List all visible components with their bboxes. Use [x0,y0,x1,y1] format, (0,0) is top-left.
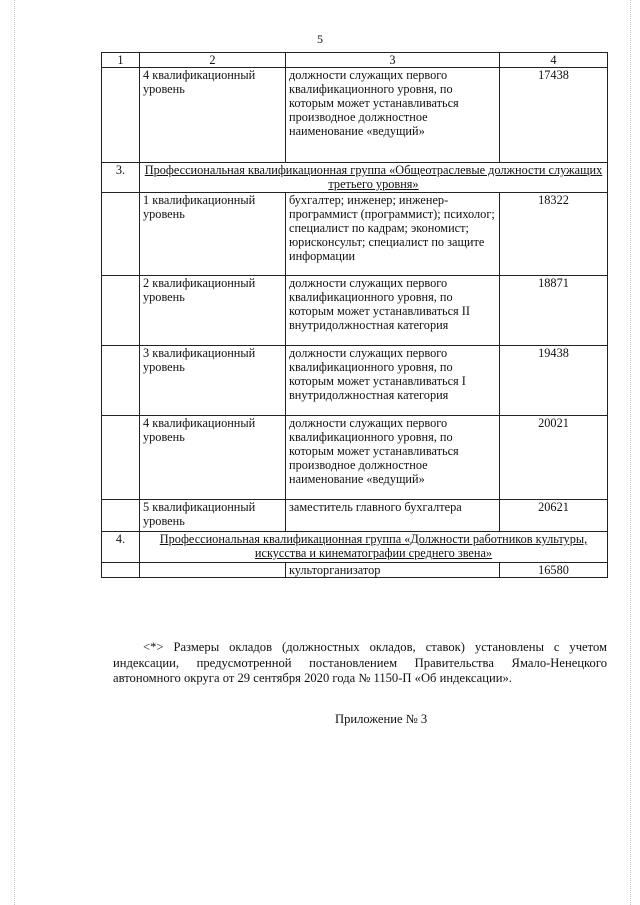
position-list: должности служащих первого квалификационного уровня, по которым может устанавливаться производное должностное наименование «ведущий» [286,416,500,500]
scan-edge-right [630,0,631,905]
group-number: 4. [102,532,140,563]
row-number [102,346,140,416]
row-number [102,276,140,346]
footnote-annotation: <*> Размеры окладов (должностных окладов, ставок) установлены с учетом индексации, предусмотренной постановлением Правительства Ямало-Ненецкого автономного округа от 29 сентября 2020 года № 1150-П «Об индексации». [113,640,607,685]
table-row [102,346,608,416]
table-row [102,563,608,578]
position-list: должности служащих первого квалификационного уровня, по которым может устанавливаться I внутридолжностная категория [286,346,500,416]
salary-amount: 18322 [500,193,608,276]
salary-table-body [102,53,608,578]
salary-amount: 18871 [500,276,608,346]
group-title: Профессиональная квалификационная группа «Должности работников культуры, искусства и кинематографии среднего звена» [140,532,608,563]
group-number: 3. [102,163,140,193]
position-list: культорганизатор [286,563,500,578]
table-row [102,500,608,532]
qualification-level: 4 квалификационный уровень [140,68,286,163]
row-number [102,416,140,500]
table-group-row [102,163,608,193]
table-row [102,416,608,500]
qualification-level: 1 квалификационный уровень [140,193,286,276]
page-number: 5 [317,32,323,46]
salary-amount: 20021 [500,416,608,500]
row-number [102,193,140,276]
qualification-level: 2 квалификационный уровень [140,276,286,346]
row-number [102,500,140,532]
table-group-row [102,532,608,563]
salary-amount: 20621 [500,500,608,532]
salary-table [101,52,608,578]
qualification-level [140,563,286,578]
salary-amount: 16580 [500,563,608,578]
appendix-label: Приложение № 3 [335,712,428,726]
qualification-level: 4 квалификационный уровень [140,416,286,500]
qualification-level: 3 квалификационный уровень [140,346,286,416]
row-number [102,563,140,578]
header-cell-2: 2 [140,53,286,68]
qualification-level: 5 квалификационный уровень [140,500,286,532]
table-row [102,193,608,276]
position-list: должности служащих первого квалификационного уровня, по которым может устанавливаться II внутридолжностная категория [286,276,500,346]
salary-amount: 17438 [500,68,608,163]
position-list: должности служащих первого квалификационного уровня, по которым может устанавливаться производное должностное наименование «ведущий» [286,68,500,163]
group-title: Профессиональная квалификационная группа «Общеотраслевые должности служащих третьего уровня» [140,163,608,193]
scan-edge-left [14,0,15,905]
header-cell-4: 4 [500,53,608,68]
position-list: бухгалтер; инженер; инженер-программист (программист); психолог; специалист по кадрам; экономист; юрисконсульт; специалист по защите информации [286,193,500,276]
header-cell-3: 3 [286,53,500,68]
row-number [102,68,140,163]
table-row [102,68,608,163]
header-cell-1: 1 [102,53,140,68]
table-header-row [102,53,608,68]
salary-amount: 19438 [500,346,608,416]
position-list: заместитель главного бухгалтера [286,500,500,532]
table-row [102,276,608,346]
